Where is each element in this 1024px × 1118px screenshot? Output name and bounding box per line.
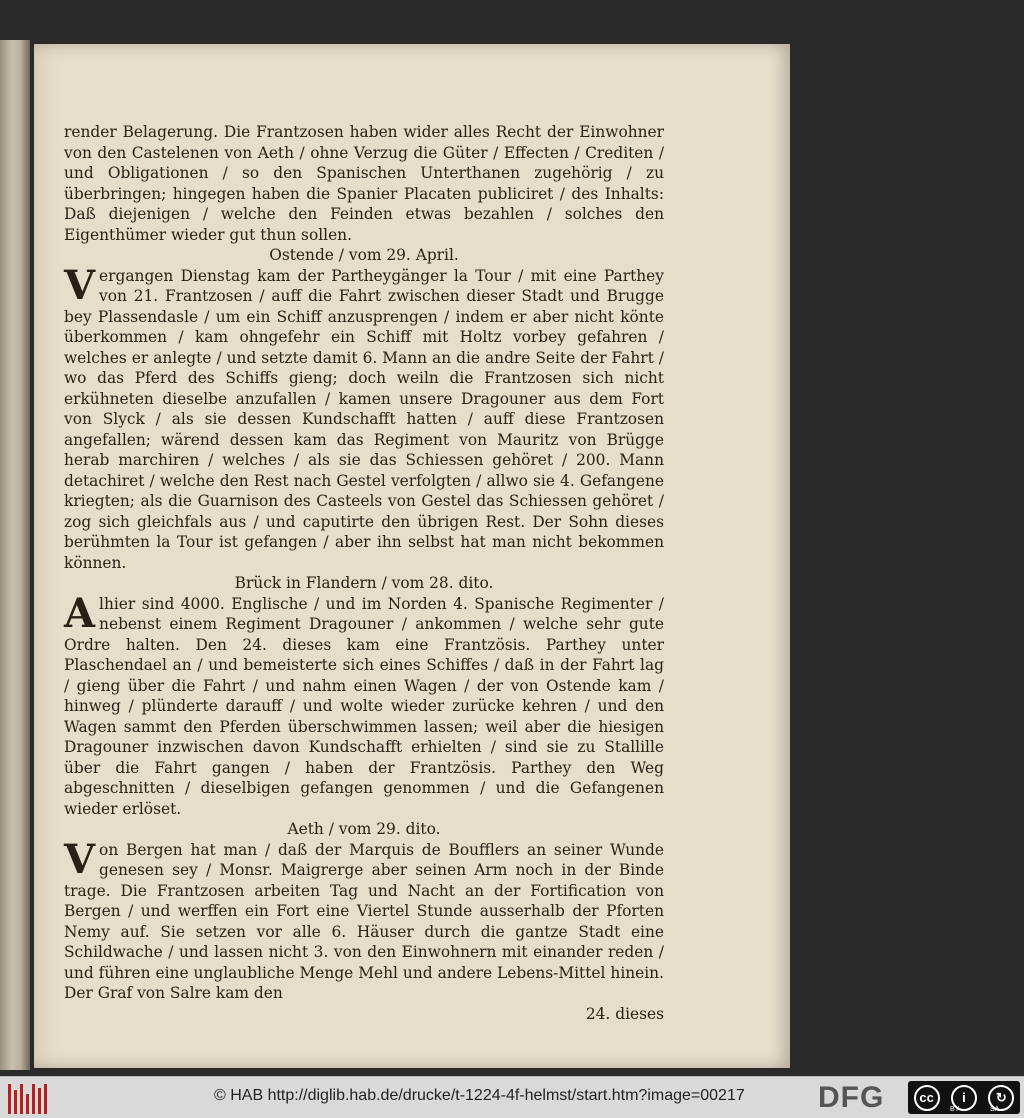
by-label: BY — [950, 1106, 960, 1113]
scanned-page — [34, 44, 790, 1068]
sa-label: SA — [990, 1106, 1000, 1113]
page-text — [64, 122, 664, 1024]
attribution-icon: i — [951, 1085, 977, 1111]
dropcap: V — [64, 835, 96, 883]
heading-aeth: Aeth / vom 29. dito. — [287, 820, 441, 838]
dfg-logo: DFG — [818, 1081, 885, 1114]
hab-logo-icon — [8, 1082, 48, 1114]
paragraph-2 — [64, 261, 664, 574]
paragraph-4-text: on Bergen hat man / daß der Marquis de Boufflers an seiner Wunde genesen sey / Monsr. Maigrerge aber seinen Arm noch in der Binde trage. Die Frantzosen arbeiten Tag und Nacht an der Fortification von Bergen / und werffen ein Fort eine Viertel Stunde ausserhalb der Pforten Nemy auf. Sie setzen vor alle 6. Häuser durch die gantze Stadt eine Schildwache / und lassen nicht 3. von den Einwohnern mit einander reden / und führen eine unglaubliche Menge Mehl und andere Lebens-Mittel hinein. Der Graf von Salre kam den — [64, 840, 664, 1002]
paragraph-3-text: lhier sind 4000. Englische / und im Norden 4. Spanische Regimenter / nebenst einem Regiment Dragouner / ankommen / welche sehr gute Ordre halten. Den 24. dieses kam eine Frantzösis. Parthey unter Plaschendael an / und bemeisterte sich eines Schiffes / daß in der Fahrt lag / gieng über die Fahrt / und nahm einen Wagen / der von Ostende kam / hinweg / plünderte darauff / und wolte wieder zurücke kehren / und den Wagen sammt den Pferden überschwimmen lassen; weil aber die hiesigen Dragouner inzwischen davon Kundschafft erhielten / sind sie zu Stallille über die Fahrt gangen / haben der Frantzösis. Parthey den Weg abgeschnitten / dieselbigen gefangen genommen / und die Gefangenen wieder erlöset. — [64, 594, 664, 818]
paragraph-3 — [64, 589, 664, 820]
catchword: 24. dieses — [585, 1004, 664, 1023]
paragraph-1: render Belagerung. Die Frantzosen haben wider alles Recht der Einwohner von den Castelenen von Aeth / ohne Verzug die Güter / Effecten / Crediten / und Obligationen / so den Spanischen Unterthanen zugehörig / zu überbringen; hingegen haben die Spanier Placaten publiciret / des Inhalts: Daß diejenigen / welche den Feinden etwas bezahlen / solches den Eigenthümer wieder gut thun sollen. — [64, 123, 664, 244]
copyright-link[interactable]: © HAB http://diglib.hab.de/drucke/t-1224-4f-helmst/start.htm?image=00217 — [214, 1087, 745, 1104]
paragraph-2-text: ergangen Dienstag kam der Partheygänger la Tour / mit eine Parthey von 21. Frantzosen / auff die Fahrt zwischen dieser Stadt und Brugge bey Plassendasle / um ein Schiff anzusprengen / indem er aber nicht könte überkommen / kam ohngefehr ein Schiff mit Holtz vorbey gefahren / welches er anlegte / und setzte damit 6. Mann an die andre Seite der Fahrt / wo das Pferd des Schiffs gieng; doch weiln die Frantzosen sich nicht erkühneten dieselbe anzufallen / kamen unsere Dragouner aus dem Fort von Slyck / als sie dessen Kundschafft hatten / auff diese Frantzosen angefallen; wärend dessen kam das Regiment von Mauritz von Brügge herab marchiren / welches / als sie das Schiessen gehöret / 200. Mann detachiret / welche den Rest nach Gestel verfolgten / allwo sie 4. Gefangene kriegten; als die Guarnison des Casteels von Gestel das Schiessen gehöret / zog sich gleichfals aus / und caputirte den übrigen Rest. Der Sohn dieses berühmten la Tour ist gefangen / aber ihn selbst hat man nicht bekommen können. — [64, 266, 664, 572]
share-alike-icon: ↻ — [988, 1085, 1014, 1111]
cc-icon: cc — [914, 1085, 940, 1111]
cc-license-badge[interactable] — [908, 1081, 1020, 1114]
dropcap: A — [64, 589, 96, 637]
heading-brueck: Brück in Flandern / vom 28. dito. — [234, 574, 494, 592]
heading-ostende: Ostende / vom 29. April. — [269, 246, 459, 264]
dropcap: V — [64, 261, 96, 309]
paragraph-4 — [64, 835, 664, 1004]
adjacent-page-edge — [0, 40, 30, 1070]
viewer-footer — [0, 1076, 1024, 1118]
